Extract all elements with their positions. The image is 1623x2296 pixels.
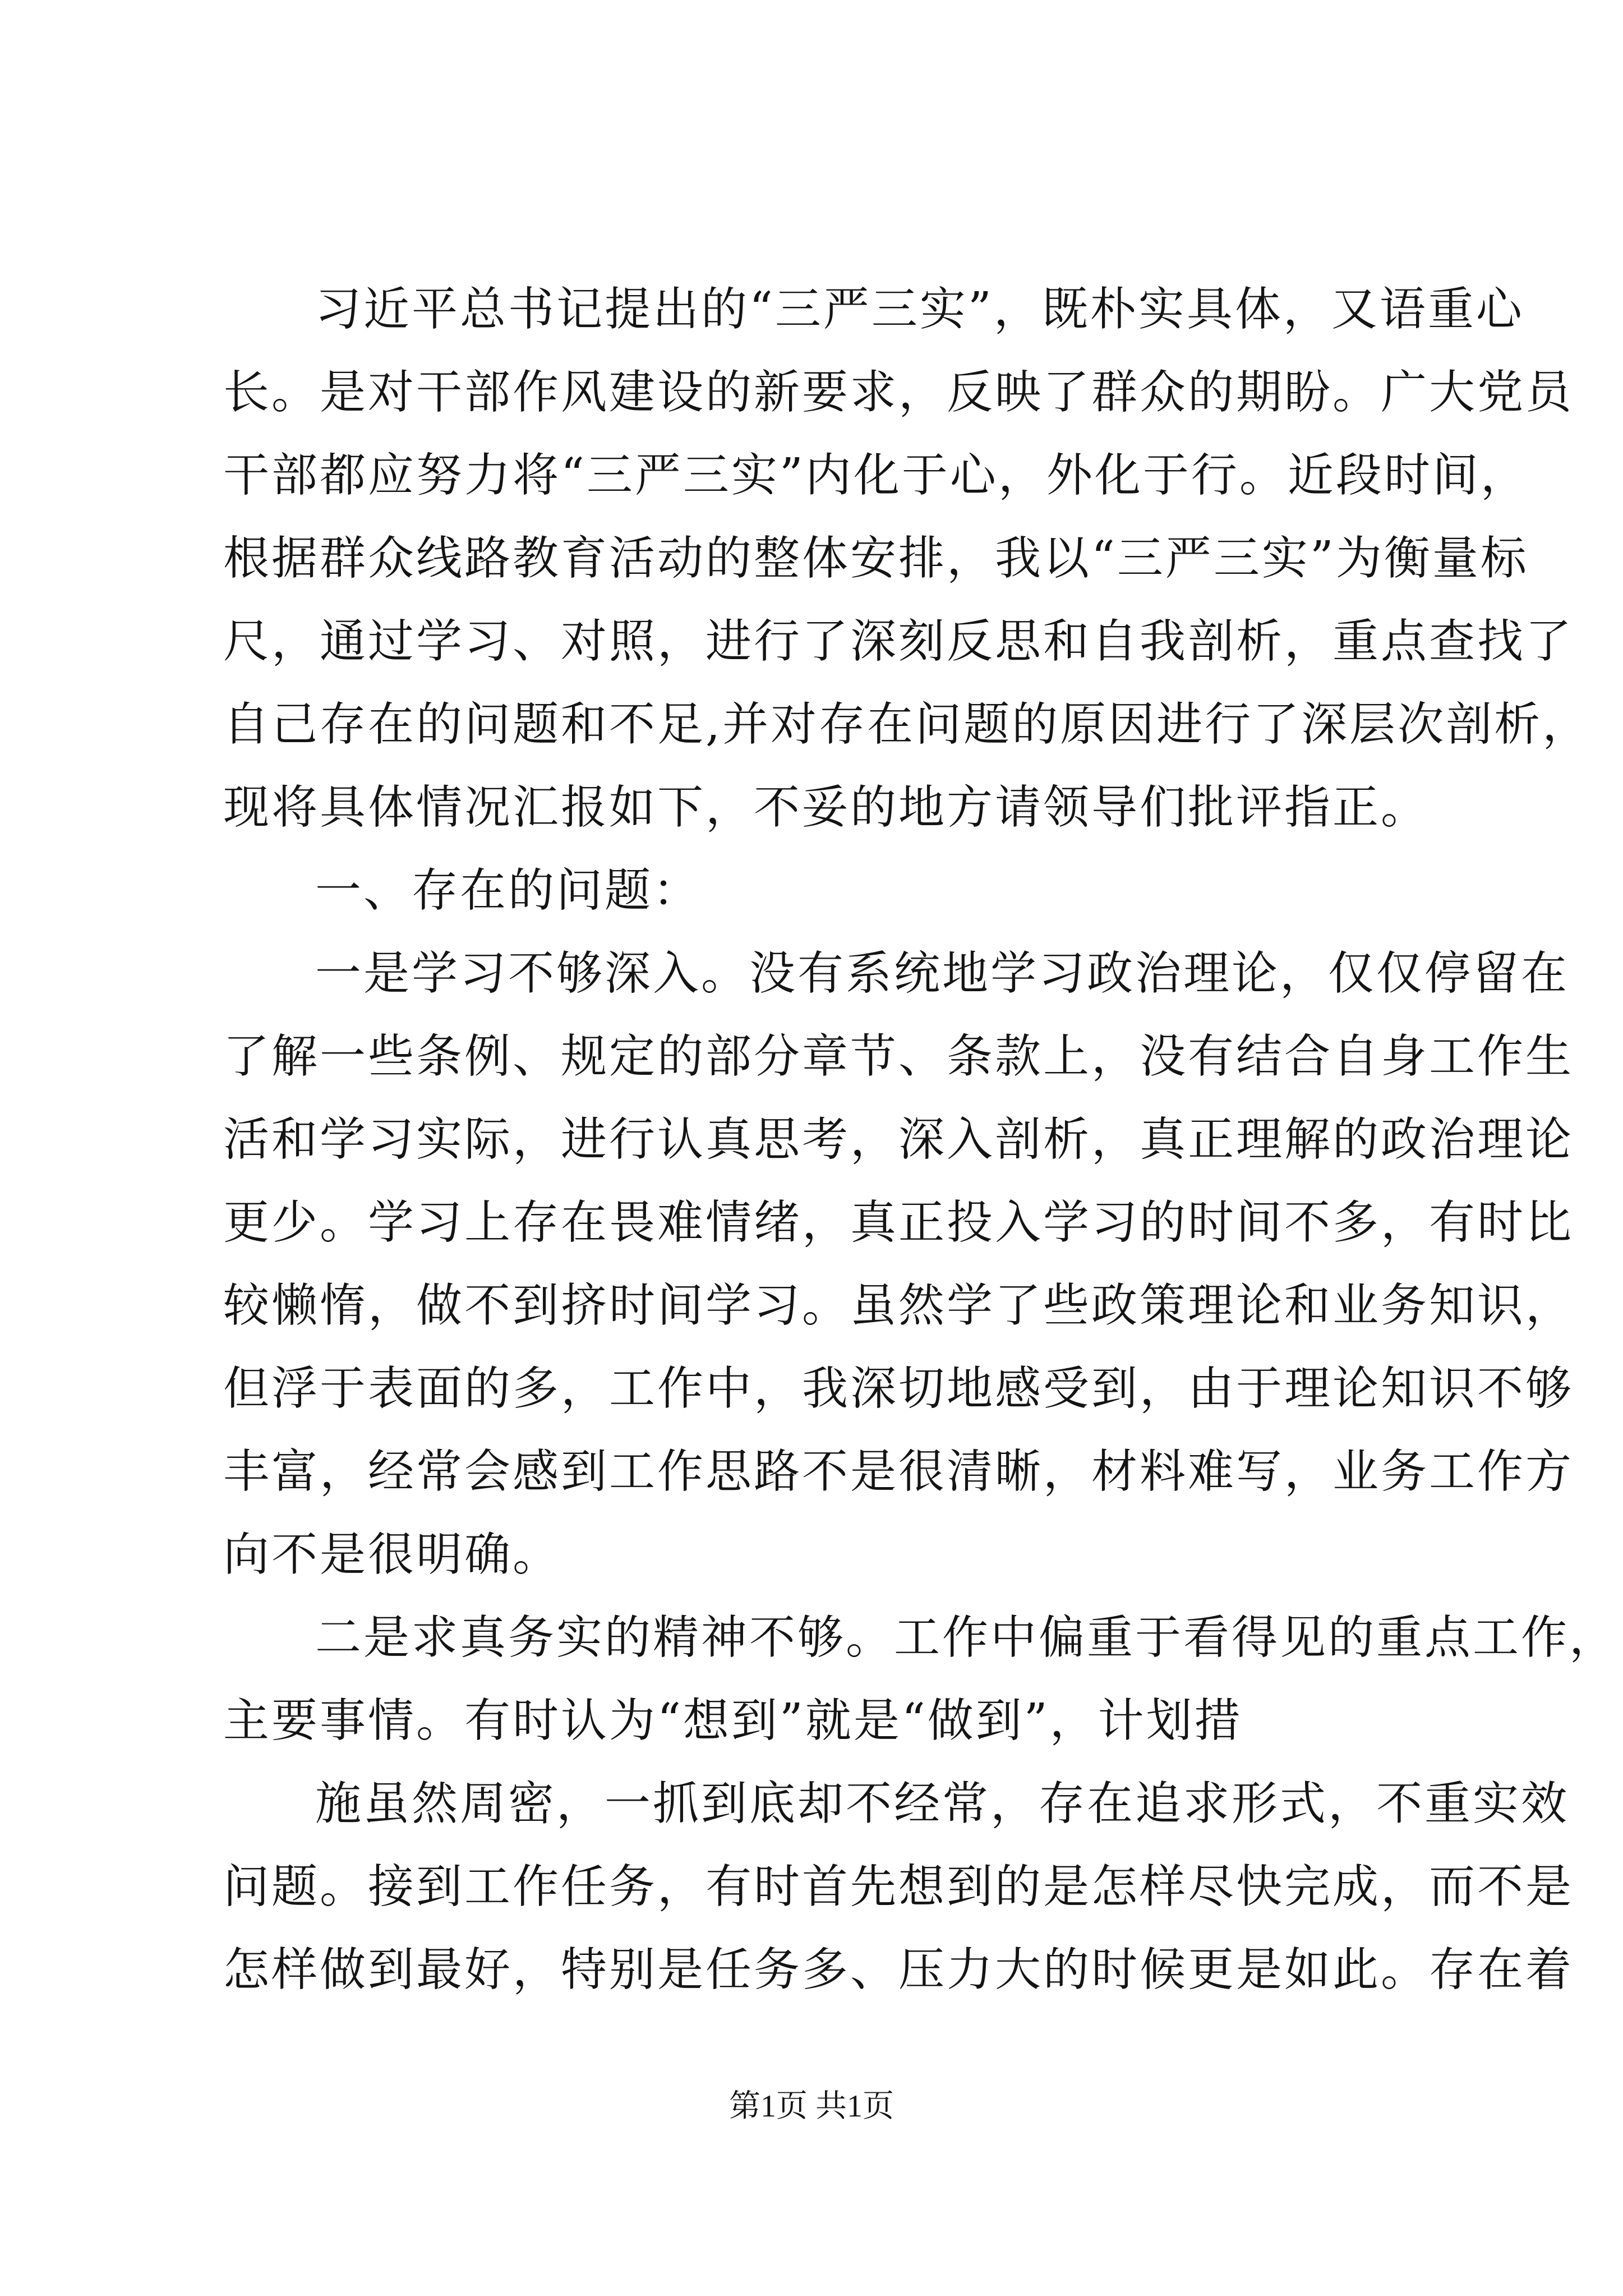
text-line: 根据群众线路教育活动的整体安排，我以“三严三实”为衡量标 [223, 532, 1529, 585]
document-body [223, 268, 1618, 2012]
text-line: 现将具体情况汇报如下，不妥的地方请领导们批评指正。 [223, 781, 1430, 834]
text-line: 自己存在的问题和不足,并对存在问题的原因进行了深层次剖析， [223, 698, 1591, 751]
text-line: 长。是对干部作风建设的新要求，反映了群众的期盼。广大党员 [223, 366, 1574, 419]
text-line: 了解一些条例、规定的部分章节、条款上，没有结合自身工作生 [223, 1030, 1574, 1083]
text-line: 丰富，经常会感到工作思路不是很清晰，材料难写，业务工作方 [223, 1445, 1574, 1498]
text-line: 习近平总书记提出的“三严三实”，既朴实具体，又语重心 [315, 283, 1524, 336]
paragraph-intro [223, 268, 1591, 849]
text-line: 更少。学习上存在畏难情绪，真正投入学习的时间不多，有时比 [223, 1196, 1574, 1249]
text-line: 较懒惰，做不到挤时间学习。虽然学了些政策理论和业务知识， [223, 1279, 1574, 1332]
text-line: 主要事情。有时认为“想到”就是“做到”，计划措 [223, 1694, 1243, 1747]
text-line: 尺，通过学习、对照，进行了深刻反思和自我剖析，重点查找了 [223, 615, 1574, 668]
text-line: 一、存在的问题： [315, 864, 702, 917]
text-line: 向不是很明确。 [223, 1528, 561, 1581]
page-footer [0, 2084, 1623, 2129]
paragraph-continuation [223, 1763, 1574, 2012]
text-line: 施虽然周密，一抓到底却不经常，存在追求形式，不重实效 [315, 1777, 1570, 1830]
page-number: 第1页 共1页 [729, 2089, 894, 2124]
text-line: 二是求真务实的精神不够。工作中偏重于看得见的重点工作， [315, 1611, 1618, 1664]
section-heading [223, 849, 1418, 932]
paragraph-study [223, 932, 1574, 1596]
text-line: 问题。接到工作任务，有时首先想到的是怎样尽快完成，而不是 [223, 1860, 1574, 1913]
text-line: 怎样做到最好，特别是任务多、压力大的时候更是如此。存在着 [223, 1943, 1574, 1996]
text-line: 但浮于表面的多，工作中，我深切地感受到，由于理论知识不够 [223, 1362, 1574, 1415]
text-line: 干部都应努力将“三严三实”内化于心，外化于行。近段时间， [223, 449, 1529, 502]
text-line: 活和学习实际，进行认真思考，深入剖析，真正理解的政治理论 [223, 1113, 1574, 1166]
text-line: 一是学习不够深入。没有系统地学习政治理论，仅仅停留在 [315, 947, 1570, 1000]
paragraph-pragmatism [223, 1596, 1618, 1763]
